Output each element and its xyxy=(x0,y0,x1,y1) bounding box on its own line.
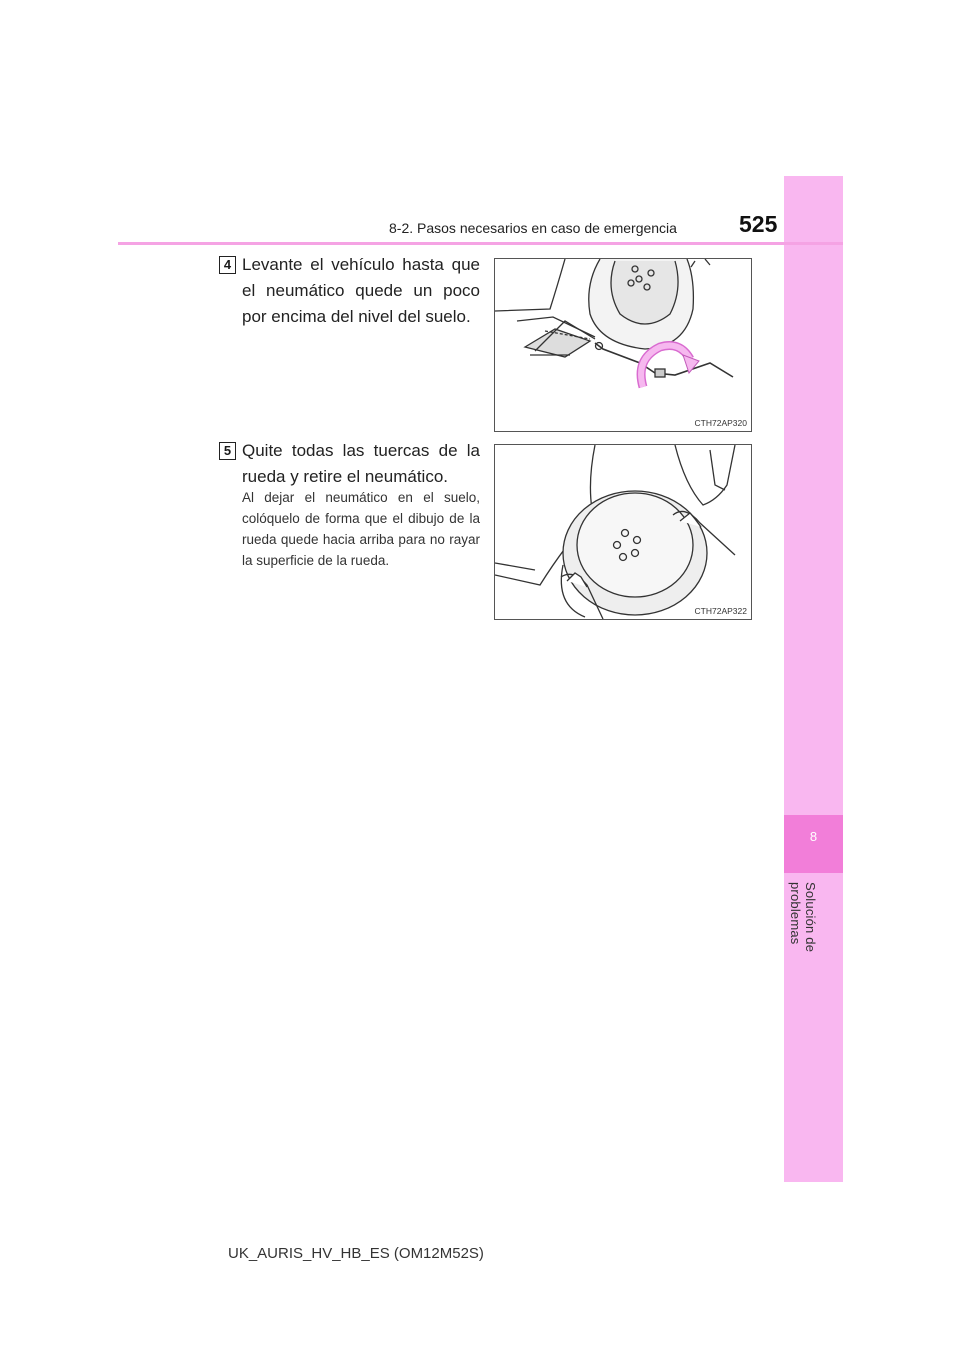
document-id: UK_AURIS_HV_HB_ES (OM12M52S) xyxy=(228,1245,484,1262)
chapter-number: 8 xyxy=(809,829,818,844)
jack-lifting-drawing xyxy=(495,259,751,431)
page-number: 525 xyxy=(739,211,778,237)
figure-code: CTH72AP320 xyxy=(694,418,747,428)
step-4-badge: 4 xyxy=(219,256,236,274)
chapter-title: Solución de problemas xyxy=(788,882,818,953)
tire-removal-drawing xyxy=(495,445,751,619)
tire-removal-illustration xyxy=(494,444,752,620)
step-5-note: Al dejar el neumático en el suelo, colóquelo de forma que el dibujo de la rueda quede hacia arriba para no rayar la superficie de la rueda. xyxy=(242,490,480,568)
chapter-side-tab xyxy=(784,176,843,1182)
jack-lifting-illustration xyxy=(494,258,752,432)
step-5-text: Quite todas las tuercas de la rueda y retire el neumático. xyxy=(242,441,480,486)
step-5-badge: 5 xyxy=(219,442,236,460)
header-rule xyxy=(118,242,843,245)
chapter-active-marker xyxy=(784,815,843,873)
section-title: 8-2. Pasos necesarios en caso de emergencia xyxy=(389,220,677,236)
step-4-text: Levante el vehículo hasta que el neumático quede un poco por encima del nivel del suelo. xyxy=(242,255,480,326)
figure-code: CTH72AP322 xyxy=(694,606,747,616)
